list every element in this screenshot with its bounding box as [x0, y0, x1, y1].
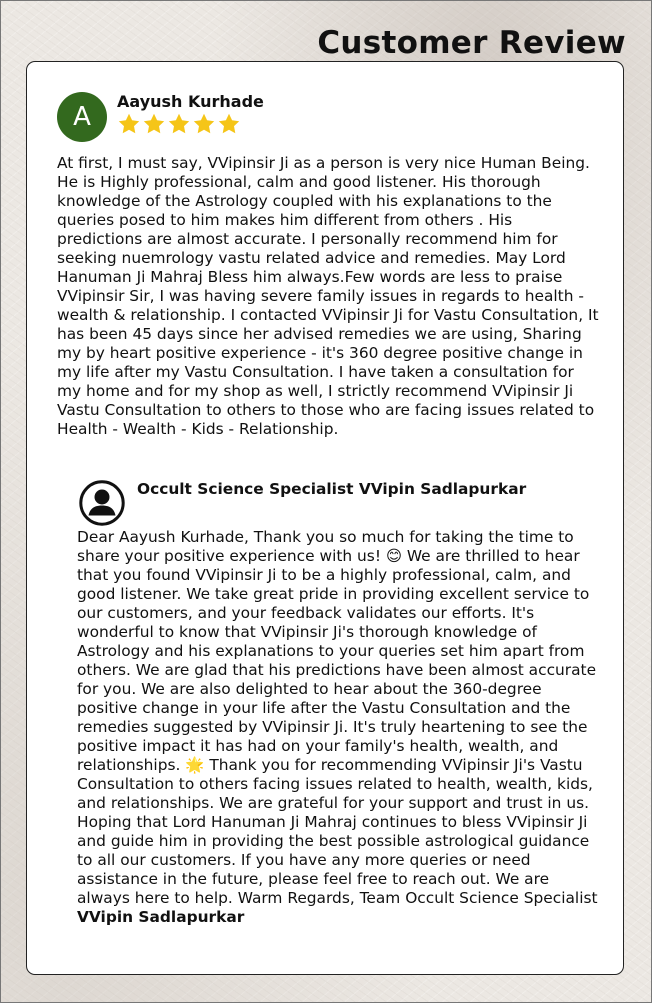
- user-avatar-icon: [79, 480, 125, 526]
- reply-signature: VVipin Sadlapurkar: [77, 908, 245, 926]
- reply-text: [77, 528, 602, 927]
- star-icon: [192, 112, 216, 136]
- star-icon: [117, 112, 141, 136]
- reply-message: Dear Aayush Kurhade, Thank you so much for taking the time to share your positive experience with us! 😊 We are thrilled to hear that you found VVipinsir Ji to be a highly professional, calm, and good listener. We take great pride in providing excellent service to our customers, and your feedback validates our efforts. It's wonderful to know that VVipinsir Ji's thorough knowledge of Astrology and his explanations to your queries set him apart from others. We are glad that his predictions have been almost accurate for you. We are also delighted to hear about the 360-degree positive change in your life after the Vastu Consultation and the remedies suggested by VVipinsir Ji. It's truly heartening to see the positive impact it has had on your family's health, wealth, and relationships. 🌟 Thank you for recommending VVipinsir Ji's Vastu Consultation to others facing issues related to health, wealth, kids, and relationships. We are grateful for your support and trust in us. Hoping that Lord Hanuman Ji Mahraj continues to bless VVipinsir Ji and guide him in providing the best possible astrological guidance to all our customers. If you have any more queries or need assistance in the future, please feel free to reach out. We are always here to help. Warm Regards, Team Occult Science Specialist: [77, 528, 598, 907]
- review-text: At first, I must say, VVipinsir Ji as a person is very nice Human Being. He is Highly professional, calm and good listener. His thorough knowledge of the Astrology coupled with his explanations to the queries posed to him makes him different from others . His predictions are almost accurate. I personally recommend him for seeking nuemrology vastu related advice and remedies. May Lord Hanuman Ji Mahraj Bless him always.Few words are less to praise VVipinsir Sir, I was having severe family issues in regards to health - wealth & relationship. I contacted VVipinsir Ji for Vastu Consultation, It has been 45 days since her advised remedies we are using, Sharing my by heart positive experience - it's 360 degree positive change in my life after my Vastu Consultation. I have taken a consultation for my home and for my shop as well, I strictly recommend VVipinsir Ji Vastu Consultation to others to those who are facing issues related to Health - Wealth - Kids - Relationship.: [57, 154, 599, 438]
- reviewer-avatar: A: [57, 92, 107, 142]
- star-icon: [217, 112, 241, 136]
- star-rating: [117, 112, 241, 136]
- reviewer-name: Aayush Kurhade: [117, 92, 264, 111]
- reply-author: Occult Science Specialist VVipin Sadlapurkar: [137, 480, 527, 498]
- review-card: [26, 61, 624, 975]
- star-icon: [142, 112, 166, 136]
- star-icon: [167, 112, 191, 136]
- page-title: Customer Review: [317, 25, 626, 61]
